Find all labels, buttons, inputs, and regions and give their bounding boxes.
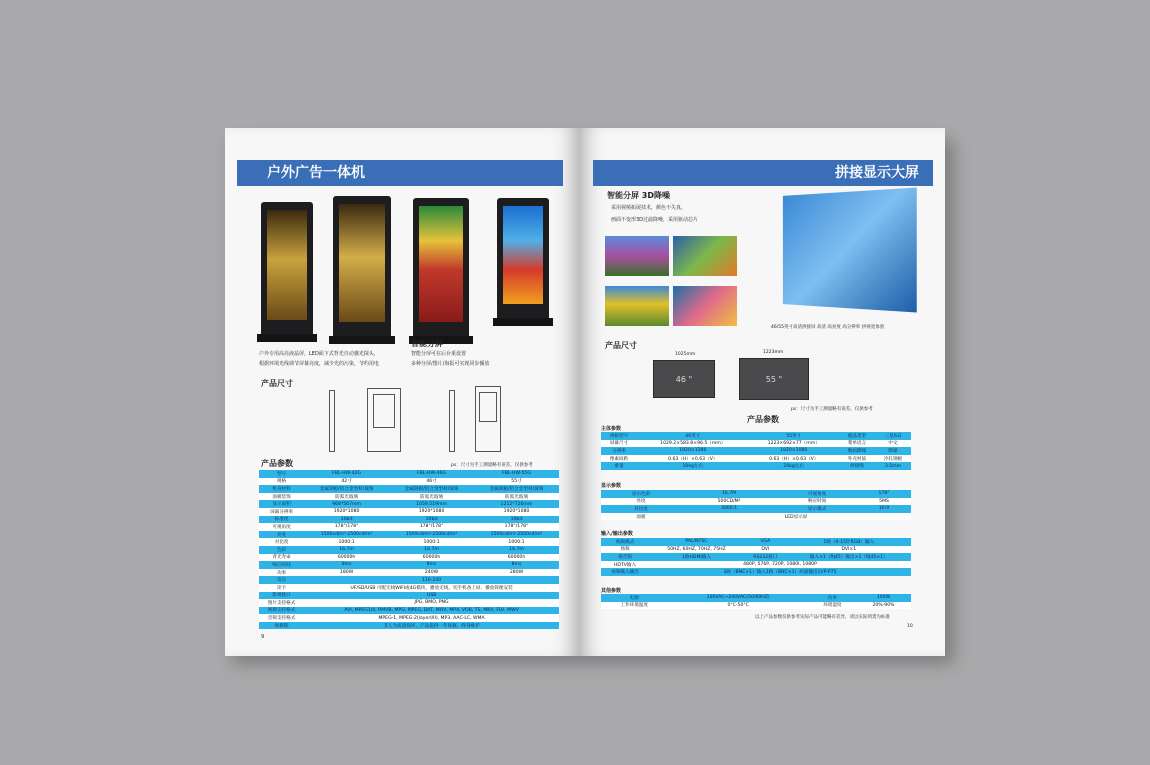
left-intro-line-2: 根据环境光线调节屏幕亮度，减少光的污染，节约用电 bbox=[259, 361, 380, 367]
panel-46-inch bbox=[653, 360, 715, 398]
table-cell: DVI×1 bbox=[787, 546, 911, 554]
table-cell: 显示模式 bbox=[777, 505, 857, 513]
right-page-number: 10 bbox=[907, 624, 913, 629]
kiosk-product-1 bbox=[261, 202, 313, 342]
table-row bbox=[601, 546, 911, 554]
table-cell: 规格型号 bbox=[601, 432, 637, 440]
table-cell: 20%-90% bbox=[856, 602, 911, 610]
table-cell: 电压 bbox=[259, 576, 304, 584]
drawing-front-2-screen bbox=[479, 392, 497, 422]
panel-46-label: 46 " bbox=[675, 374, 693, 384]
table-row bbox=[259, 478, 559, 486]
smart-split-title: 智能分屏 bbox=[411, 339, 443, 348]
table-cell: 输入×1（RJ45）输出×1（RJ45×1） bbox=[787, 553, 911, 561]
left-page-number: 9 bbox=[261, 634, 265, 640]
table-cell: 对比度 bbox=[259, 538, 304, 546]
main-params-table bbox=[601, 432, 911, 470]
table-cell: 视频支持格式 bbox=[259, 607, 304, 615]
table-cell: 178°/178° bbox=[389, 523, 474, 531]
table-row bbox=[259, 546, 559, 554]
table-cell: 外壳材质 bbox=[839, 455, 875, 463]
table-cell: 三星/LG bbox=[875, 432, 911, 440]
table-row bbox=[259, 614, 559, 622]
table-cell: 非人为质量损坏，产品提供一年保修，终身维护 bbox=[304, 622, 559, 630]
table-cell: 480P, 576P, 720P, 1080I, 1080P bbox=[649, 561, 911, 569]
table-cell: 面板 bbox=[601, 513, 681, 521]
table-cell: 视频输入输出 bbox=[601, 568, 649, 576]
table-cell: 响应时间 bbox=[777, 498, 857, 506]
table-cell: 图片支持格式 bbox=[259, 599, 304, 607]
table-cell: 1000:1 bbox=[389, 538, 474, 546]
table-cell: 60000h bbox=[304, 554, 389, 562]
table-row bbox=[601, 490, 911, 498]
table-row bbox=[259, 576, 559, 584]
table-cell: 重量 bbox=[601, 462, 637, 470]
split-photo-4 bbox=[673, 286, 737, 326]
table-cell: 10bit bbox=[389, 516, 474, 524]
table-cell: 型号 bbox=[259, 470, 304, 478]
table-cell: 亮度 bbox=[601, 498, 681, 506]
display-params-table bbox=[601, 490, 911, 520]
right-params-label: 产品参数 bbox=[747, 415, 779, 424]
table-row bbox=[601, 513, 911, 521]
table-cell: 20kg左右 bbox=[749, 462, 839, 470]
table-cell: 60000h bbox=[389, 554, 474, 562]
table-cell: RS232接口 bbox=[744, 553, 787, 561]
table-cell: 影视接口 bbox=[259, 592, 304, 600]
panel-55-label: 55 " bbox=[765, 374, 783, 384]
table-cell: 1路HDMI输入 bbox=[649, 553, 744, 561]
table-cell: 标准度 bbox=[259, 516, 304, 524]
table-cell: FBL-HW-55G bbox=[474, 470, 559, 478]
table-row bbox=[259, 485, 559, 493]
table-cell: 防弧光玻璃 bbox=[304, 493, 389, 501]
table-cell: VGA bbox=[744, 538, 787, 546]
table-cell: 面板装饰 bbox=[259, 493, 304, 501]
table-cell: 16.7m bbox=[304, 546, 389, 554]
table-cell: 1500cd/m²-2500cd/m² bbox=[389, 531, 474, 539]
right-banner: 拼接显示大屏 bbox=[593, 160, 933, 186]
smart-split-line-1: 智能分屏可在后台重设置 bbox=[411, 351, 467, 357]
table-cell: 8ms bbox=[474, 561, 559, 569]
table-row bbox=[259, 561, 559, 569]
table-cell: 280W bbox=[474, 569, 559, 577]
table-cell: 1920*1080 bbox=[474, 508, 559, 516]
table-cell: 180W bbox=[304, 569, 389, 577]
left-size-label: 产品尺寸 bbox=[261, 379, 293, 388]
table-cell: 100W bbox=[856, 594, 911, 602]
table-cell: 冷轧钢板 bbox=[875, 455, 911, 463]
table-cell: 读卡 bbox=[259, 584, 304, 592]
table-cell: 178° bbox=[857, 490, 911, 498]
table-cell: 1500cd/m²-2500cd/m² bbox=[474, 531, 559, 539]
table-row bbox=[601, 462, 911, 470]
display-params-label: 显示参数 bbox=[601, 483, 622, 489]
drawing-front-1-screen bbox=[373, 394, 395, 428]
left-intro-line-1: 户外专用高亮液晶屏，LED面下式背光自动感光探头， bbox=[259, 351, 379, 357]
kiosk-product-3 bbox=[413, 198, 469, 344]
table-row bbox=[259, 599, 559, 607]
table-cell: 968*567mm bbox=[304, 500, 389, 508]
table-row bbox=[259, 508, 559, 516]
table-row bbox=[601, 553, 911, 561]
io-params-label: 输入/输出参数 bbox=[601, 531, 633, 537]
table-cell: 240W bbox=[389, 569, 474, 577]
table-cell: HDTV输入 bbox=[601, 561, 649, 569]
table-cell: 50HZ, 60HZ, 70HZ, 75HZ bbox=[649, 546, 744, 554]
table-cell: 1920*1080 bbox=[389, 508, 474, 516]
table-cell: 16.7m bbox=[389, 546, 474, 554]
table-row bbox=[601, 538, 911, 546]
table-cell: 0.63（H）×0.63（V） bbox=[637, 455, 749, 463]
table-row bbox=[601, 505, 911, 513]
feature-title: 智能分屏 3D降噪 bbox=[607, 191, 670, 200]
right-size-note: ps：尺寸为手工测量略有误差，仅供参考 bbox=[791, 407, 873, 412]
table-cell: 分辨率 bbox=[601, 447, 637, 455]
table-cell: 55寸 bbox=[474, 478, 559, 486]
table-cell: 46英寸 bbox=[637, 432, 749, 440]
table-cell: 1500cd/m²-2500cd/m² bbox=[304, 531, 389, 539]
feature-line-1: 采用视频拓展技术，颜色不失真， bbox=[611, 205, 687, 211]
table-cell: 100VAC~240VAC(50/60HZ) bbox=[668, 594, 809, 602]
table-cell: 保修期 bbox=[259, 622, 304, 630]
feature-line-2: 画面不变形3D过滤降噪，采用驱动芯片 bbox=[611, 217, 699, 223]
table-row bbox=[259, 622, 559, 630]
dim-46-width: 1025mm bbox=[675, 352, 696, 357]
table-cell: 3路（BNC×1）输入1路（BNC×1）环通输出1VP-P75 bbox=[649, 568, 911, 576]
table-cell: 数码降噪 bbox=[839, 447, 875, 455]
table-cell: FBL-HW-46G bbox=[389, 470, 474, 478]
table-cell: 16kg左右 bbox=[637, 462, 749, 470]
table-cell: 1000:1 bbox=[474, 538, 559, 546]
table-row bbox=[259, 493, 559, 501]
table-row bbox=[259, 523, 559, 531]
table-cell: 10bit bbox=[304, 516, 389, 524]
io-params-table bbox=[601, 538, 911, 576]
other-params-table bbox=[601, 594, 911, 609]
table-cell: 1212*726mm bbox=[474, 500, 559, 508]
table-cell: 可视角度 bbox=[777, 490, 857, 498]
table-cell: UF/SD/USB 可配无线WIFI或4G模块，播放无线，切手机备上屏，播放简便安装 bbox=[304, 584, 559, 592]
table-cell: 响应时间 bbox=[259, 561, 304, 569]
table-cell: AVI, MPEG1/4, RMVB, MPG, MPEG, DAT, MOV, MP4, VOB, TS, MKV, FLV, MWV bbox=[304, 607, 559, 615]
table-cell: 178°/178° bbox=[474, 523, 559, 531]
table-row bbox=[259, 531, 559, 539]
table-cell: MPEG-1, MPEG-2(layerI/II), MP3, AAC-LC, WMA bbox=[304, 614, 559, 622]
table-cell: 显示色彩 bbox=[601, 490, 681, 498]
table-cell: 60000h bbox=[474, 554, 559, 562]
left-page bbox=[225, 128, 579, 656]
table-cell: 显示面积 bbox=[259, 500, 304, 508]
table-cell: 对比度 bbox=[601, 505, 681, 513]
split-photo-2 bbox=[673, 236, 737, 276]
table-cell: 1059.519mm bbox=[389, 500, 474, 508]
table-cell: 0.63（H）×0.63（V） bbox=[749, 455, 839, 463]
table-cell: 中文 bbox=[875, 440, 911, 448]
table-cell: 视音频 bbox=[601, 553, 649, 561]
main-params-label: 主体参数 bbox=[601, 426, 622, 432]
table-cell: PAL/NTSC bbox=[649, 538, 744, 546]
table-cell: 8ms bbox=[304, 561, 389, 569]
table-cell: 1路（0-15针RGB）输入 bbox=[787, 538, 911, 546]
table-cell: LED显示屏 bbox=[681, 513, 911, 521]
table-row bbox=[601, 594, 911, 602]
table-row bbox=[601, 602, 911, 610]
table-cell: 功率 bbox=[259, 569, 304, 577]
table-cell: 可视角度 bbox=[259, 523, 304, 531]
table-cell: 8ms bbox=[389, 561, 474, 569]
table-row bbox=[259, 584, 559, 592]
left-spec-table bbox=[259, 470, 559, 629]
table-cell: 液晶类型 bbox=[839, 432, 875, 440]
split-photo-3 bbox=[605, 286, 669, 326]
table-cell: 1000:1 bbox=[304, 538, 389, 546]
table-cell: 3000:1 bbox=[681, 505, 777, 513]
table-cell: USB bbox=[304, 592, 559, 600]
table-cell: 像素间距 bbox=[601, 455, 637, 463]
table-row bbox=[601, 568, 911, 576]
table-cell: 规格 bbox=[259, 478, 304, 486]
table-cell: 电源 bbox=[601, 594, 668, 602]
right-page bbox=[579, 128, 945, 656]
table-cell: 10bit bbox=[474, 516, 559, 524]
split-photo-1 bbox=[605, 236, 669, 276]
video-wall-caption: 46/55英寸高清拼接屏 高清 高亮度 高分辨率 拼视宽体验 bbox=[771, 325, 885, 330]
right-size-label: 产品尺寸 bbox=[605, 341, 637, 350]
left-params-label: 产品参数 bbox=[261, 459, 293, 468]
table-cell: 16:9 bbox=[857, 505, 911, 513]
table-row bbox=[259, 516, 559, 524]
brochure-spread bbox=[225, 128, 945, 656]
table-cell: 菜单语言 bbox=[839, 440, 875, 448]
table-cell: 1029.2×583.8×96.5（mm） bbox=[637, 440, 749, 448]
table-row bbox=[601, 447, 911, 455]
table-row bbox=[259, 569, 559, 577]
table-cell: 工作环境温度 bbox=[601, 602, 668, 610]
table-row bbox=[601, 440, 911, 448]
table-row bbox=[601, 432, 911, 440]
table-cell: 背光寿命 bbox=[259, 554, 304, 562]
table-cell: 场频 bbox=[601, 546, 649, 554]
table-cell: 500CD/M² bbox=[681, 498, 777, 506]
table-cell: 拼接缝 bbox=[839, 462, 875, 470]
kiosk-product-2 bbox=[333, 196, 391, 344]
table-row bbox=[259, 592, 559, 600]
left-size-note: ps：尺寸为手工测量略有误差，仅供参考 bbox=[451, 463, 533, 468]
table-cell: 屏幕分辨率 bbox=[259, 508, 304, 516]
table-cell: DVI bbox=[744, 546, 787, 554]
table-cell: 功率 bbox=[809, 594, 856, 602]
table-row bbox=[259, 607, 559, 615]
table-cell: 金属钢板/铝合金型材/玻璃 bbox=[474, 485, 559, 493]
table-cell: 1223×692×77（mm） bbox=[749, 440, 839, 448]
table-cell: 音频支持格式 bbox=[259, 614, 304, 622]
table-cell: 机身材料 bbox=[259, 485, 304, 493]
dim-55-width: 1223mm bbox=[763, 350, 784, 355]
table-row bbox=[601, 498, 911, 506]
left-banner: 户外广告一体机 bbox=[237, 160, 563, 186]
table-cell: 46寸 bbox=[389, 478, 474, 486]
table-cell: 3.5mm bbox=[875, 462, 911, 470]
table-cell: 16.7m bbox=[474, 546, 559, 554]
kiosk-product-4 bbox=[497, 198, 549, 326]
table-cell: 42寸 bbox=[304, 478, 389, 486]
table-cell: 0°C-50°C bbox=[668, 602, 809, 610]
table-row bbox=[601, 455, 911, 463]
table-cell: 金属钢板/铝合金型材/玻璃 bbox=[389, 485, 474, 493]
table-cell: 110-240 bbox=[304, 576, 559, 584]
video-wall-image bbox=[783, 187, 917, 312]
table-cell: JPG, BMO, PNG bbox=[304, 599, 559, 607]
table-cell: 防弧光玻璃 bbox=[474, 493, 559, 501]
other-params-label: 其他参数 bbox=[601, 588, 622, 594]
panel-55-inch bbox=[739, 358, 809, 400]
table-row bbox=[259, 538, 559, 546]
table-cell: 5MS bbox=[857, 498, 911, 506]
table-row bbox=[259, 554, 559, 562]
table-cell: 1920×1080 bbox=[749, 447, 839, 455]
table-cell: 屏幕尺寸 bbox=[601, 440, 637, 448]
table-cell: 亮度 bbox=[259, 531, 304, 539]
table-row bbox=[601, 561, 911, 569]
table-cell: 视频模式 bbox=[601, 538, 649, 546]
table-row bbox=[259, 470, 559, 478]
table-cell: 55英寸 bbox=[749, 432, 839, 440]
right-footer-note: 以上产品参数仅供参考实际产品可能略有差异，请以实际到货为标准 bbox=[755, 615, 890, 620]
drawing-side-2 bbox=[449, 390, 455, 452]
table-cell: 1920*1080 bbox=[304, 508, 389, 516]
table-row bbox=[259, 500, 559, 508]
table-cell: 防弧光玻璃 bbox=[389, 493, 474, 501]
table-cell: 16.7M bbox=[681, 490, 777, 498]
table-cell: FBL-HW-42G bbox=[304, 470, 389, 478]
table-cell: 降噪 bbox=[875, 447, 911, 455]
table-cell: 1920×1280 bbox=[637, 447, 749, 455]
table-cell: 178°/178° bbox=[304, 523, 389, 531]
smart-split-line-2: 多种分屏/图片/海报可实现同步播放 bbox=[411, 361, 490, 367]
table-cell: 色彩 bbox=[259, 546, 304, 554]
table-cell: 金属钢板/铝合金型材/玻璃 bbox=[304, 485, 389, 493]
table-cell: 环境湿度 bbox=[809, 602, 856, 610]
drawing-side-1 bbox=[329, 390, 335, 452]
